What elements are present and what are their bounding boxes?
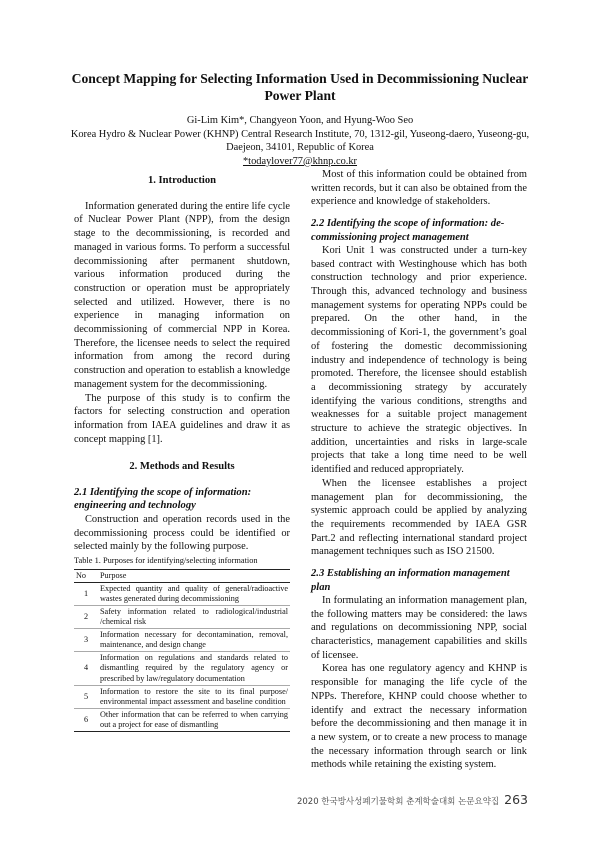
row-number: 6 xyxy=(74,708,98,731)
table-row xyxy=(74,708,290,731)
purposes-table xyxy=(74,569,290,732)
table-header-row xyxy=(74,569,290,582)
row-purpose: Information on regulations and standards related to dismantling required by the regulatory agency or prescribed by law/regulatory documentation xyxy=(98,652,290,685)
section-2-3-paragraph-2: Korea has one regulatory agency and KHNP is responsible for managing the life cycle of the NPPs. Therefore, KHNP could choose whether to identify and extract the necessary information before the decommissioning and then manage it in a new system, or to create a new process to manage the necessary information through search or link methods while retaining the existing system. xyxy=(311,663,527,771)
section-2-2-heading: 2.2 Identifying the scope of information: de-commissioning project management xyxy=(311,218,505,243)
intro-heading: 1. Introduction xyxy=(147,175,217,186)
intro-paragraph-2: The purpose of this study is to confirm the factors for selecting construction and operation information from IAEA guidelines and draw it as concept mapping [1]. xyxy=(74,392,290,445)
table-row xyxy=(74,652,290,685)
affiliation: Korea Hydro & Nuclear Power (KHNP) Central Research Institute, 70, 1312-gil, Yuseong-daero, Yuseong-gu, Daejeon, 34101, Republic of Korea xyxy=(70,128,530,154)
table-row xyxy=(74,605,290,628)
row-number: 1 xyxy=(74,582,98,605)
column-header-purpose: Purpose xyxy=(98,569,290,582)
section-2-2-paragraph-2: When the licensee establishes a project management plan for decommissioning, the systemic approach could be applied by analyzing the requirements recommended by IAEA GSR Part.2 and reflecting international standard project management techniques such as ISO 21500. xyxy=(311,477,527,558)
author-block xyxy=(60,114,540,168)
row-number: 5 xyxy=(74,685,98,708)
page-number: 263 xyxy=(504,792,528,807)
row-purpose: Other information that can be referred to when carrying out a project for ease of dismantling xyxy=(98,708,290,731)
row-number: 2 xyxy=(74,605,98,628)
table-caption: Table 1. Purposes for identifying/selecting information xyxy=(74,555,258,565)
right-column xyxy=(311,168,527,772)
left-column xyxy=(74,170,290,732)
section-2-3-paragraph-1: In formulating an information management plan, the following matters may be considered: the laws and regulations on decommissioning NPP, social characteristics, management capabilities and skills of licensee. xyxy=(311,594,527,661)
page-footer xyxy=(297,792,528,807)
table-row xyxy=(74,629,290,652)
column-header-no: No xyxy=(74,569,98,582)
row-purpose: Expected quantity and quality of general/radioactive wastes generated during decommissioning xyxy=(98,582,290,605)
row-number: 3 xyxy=(74,629,98,652)
conference-name: 2020 한국방사성폐기물학회 춘계학술대회 논문요약집 xyxy=(296,797,500,807)
row-purpose: Information necessary for decontamination, removal, maintenance, and design change xyxy=(98,629,290,652)
author-names: Gi-Lim Kim*, Changyeon Yoon, and Hyung-Woo Seo xyxy=(186,115,414,126)
intro-paragraph-1: Information generated during the entire life cycle of Nuclear Power Plant (NPP), from the design stage to the decommissioning, is recorded and managed in various forms. To perform a successful decommissioning after permanent shutdown, various information produced during the construction or operation must be appropriately selected and utilized. However, there is no experience in managing information on decommissioning of commercial NPP in Korea. Therefore, the licensee needs to select the required information from among the record during construction and operation to establish a knowledge management system for the decommissioning. xyxy=(74,200,290,390)
row-number: 4 xyxy=(74,652,98,685)
table-row xyxy=(74,582,290,605)
row-purpose: Information to restore the site to its final purpose/ environmental impact assessment and baseline condition xyxy=(98,685,290,708)
methods-heading: 2. Methods and Results xyxy=(129,461,235,473)
section-2-2-paragraph-1: Kori Unit 1 was constructed under a turn-key based contract with Westinghouse which has both construction technology and prior experience. Through this, advanced technology and business management systems for operating NPPs could be prepared. On the other hand, in the decommissioning of Kori-1, the government’s goal of fostering the domestic decommissioning industry and independence of technology is being promoted. Therefore, the licensee should establish a decommissioning strategy by accurately identifying the various conditions, strengths and weaknesses for a suitable project management structure to achieve the strategic objectives. In addition, uncertainties and risks in large-scale projects that take a long time need to be well identified and reduced appropriately. xyxy=(311,244,527,476)
email-address: *todaylover77@khnp.co.kr xyxy=(242,155,358,167)
section-2-1-heading: 2.1 Identifying the scope of information: engineering and technology xyxy=(74,487,252,512)
row-purpose: Safety information related to radiological/industrial /chemical risk xyxy=(98,605,290,628)
section-2-3-heading: 2.3 Establishing an information management plan xyxy=(311,568,510,593)
table-row xyxy=(74,685,290,708)
right-paragraph-0: Most of this information could be obtained from written records, but it can also be obtained from the experience and knowledge of stakeholders. xyxy=(311,169,527,208)
paper-title: Concept Mapping for Selecting Information Used in Decommissioning Nuclear Power Plant xyxy=(71,71,529,103)
section-2-1-paragraph: Construction and operation records used in the decommissioning process could be identified or selected mainly by the following purpose. xyxy=(74,513,290,553)
